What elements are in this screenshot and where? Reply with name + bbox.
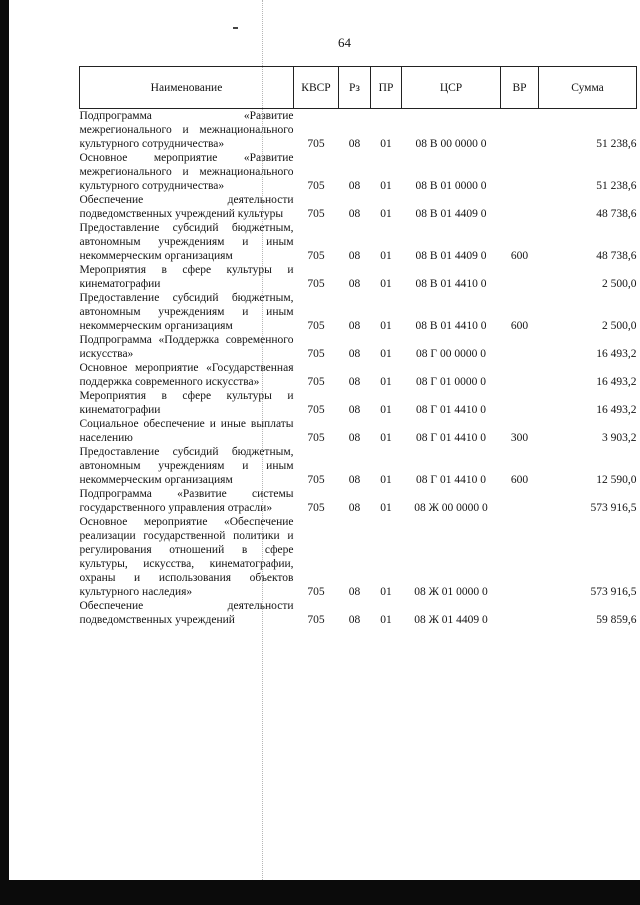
row-sum: 16 493,2 [596,348,637,360]
table-row [80,291,637,333]
row-name: Подпрограмма «Поддержка современного искусства» [79,334,294,360]
row-pr: 01 [380,278,392,290]
row-kvsr: 705 [307,250,325,262]
row-sum: 573 916,5 [590,586,637,598]
row-sum: 2 500,0 [602,320,637,332]
row-rz: 08 [348,320,361,332]
row-kvsr: 705 [307,278,325,290]
row-pr: 01 [380,320,392,332]
scan-edge-left [0,0,9,905]
row-sum: 48 738,6 [596,250,637,262]
row-vr [501,389,539,417]
row-kvsr: 705 [307,138,325,150]
row-vr [501,151,539,193]
row-pr: 01 [380,250,392,262]
row-rz: 08 [348,404,361,416]
row-rz: 08 [348,474,361,486]
row-vr: 600 [510,320,529,332]
row-sum: 48 738,6 [596,208,637,220]
table-row [80,389,637,417]
table-row [80,263,637,291]
table-row [80,109,637,152]
row-pr: 01 [380,586,392,598]
row-pr: 01 [380,138,392,150]
row-name: Социальное обеспечение и иные выплаты населению [79,418,294,444]
row-csr: 08 Ж 01 4409 0 [414,614,488,626]
table-row [80,151,637,193]
row-rz: 08 [348,614,361,626]
row-sum: 16 493,2 [596,404,637,416]
row-vr [501,515,539,599]
row-rz: 08 [348,348,361,360]
row-sum: 3 903,2 [602,432,637,444]
row-pr: 01 [380,348,392,360]
col-header-sum: Сумма [539,67,637,109]
row-name: Предоставление субсидий бюджетным, автономным учреждениям и иным некоммерческим организациям [79,222,294,262]
table-body [80,109,637,628]
row-pr: 01 [380,614,392,626]
row-sum: 573 916,5 [590,502,637,514]
row-sum: 16 493,2 [596,376,637,388]
row-csr: 08 В 00 0000 0 [415,138,487,150]
row-vr [501,361,539,389]
table-row [80,417,637,445]
row-sum: 12 590,0 [596,474,637,486]
row-rz: 08 [348,502,361,514]
row-kvsr: 705 [307,404,325,416]
row-pr: 01 [380,432,392,444]
row-kvsr: 705 [307,180,325,192]
row-kvsr: 705 [307,208,325,220]
row-sum: 51 238,6 [596,180,637,192]
row-rz: 08 [348,208,361,220]
scan-edge-bottom [0,880,640,905]
row-name: Основное мероприятие «Развитие межрегионального и межнационального культурного сотрудничества» [79,152,294,192]
row-name: Предоставление субсидий бюджетным, автономным учреждениям и иным некоммерческим организациям [79,292,294,332]
row-csr: 08 В 01 4409 0 [415,250,487,262]
row-kvsr: 705 [307,376,325,388]
row-sum: 51 238,6 [596,138,637,150]
row-csr: 08 Ж 00 0000 0 [414,502,488,514]
table-row [80,361,637,389]
row-csr: 08 Г 01 4410 0 [416,474,486,486]
row-csr: 08 В 01 4410 0 [415,278,487,290]
row-sum: 59 859,6 [596,614,637,626]
table-row [80,333,637,361]
row-kvsr: 705 [307,614,325,626]
col-header-kvsr: КВСР [294,67,339,109]
row-pr: 01 [380,502,392,514]
table-row [80,515,637,599]
row-kvsr: 705 [307,586,325,598]
table-header [80,67,637,109]
page-number: 64 [338,35,351,50]
row-kvsr: 705 [307,432,325,444]
row-kvsr: 705 [307,474,325,486]
row-vr [501,193,539,221]
row-kvsr: 705 [307,348,325,360]
row-name: Основное мероприятие «Обеспечение реализации государственной политики и регулирования отношений в сфере культуры, искусства, кинематографии, охраны и использования объектов культурного наследия» [79,516,294,598]
row-csr: 08 Г 00 0000 0 [416,348,486,360]
row-pr: 01 [380,474,392,486]
table-row [80,445,637,487]
row-pr: 01 [380,404,392,416]
row-name: Мероприятия в сфере культуры и кинематографии [79,390,294,416]
row-vr [501,599,539,627]
row-vr [501,487,539,515]
table-row [80,487,637,515]
row-rz: 08 [348,376,361,388]
col-header-pr: ПР [371,67,402,109]
row-rz: 08 [348,278,361,290]
row-vr [501,333,539,361]
row-name: Мероприятия в сфере культуры и кинематографии [79,264,294,290]
row-kvsr: 705 [307,502,325,514]
row-name: Предоставление субсидий бюджетным, автономным учреждениям и иным некоммерческим организациям [79,446,294,486]
row-rz: 08 [348,250,361,262]
scan-speck [233,27,238,29]
row-csr: 08 В 01 4409 0 [415,208,487,220]
row-pr: 01 [380,208,392,220]
row-vr: 600 [510,474,529,486]
row-vr [501,263,539,291]
row-rz: 08 [348,586,361,598]
row-kvsr: 705 [307,320,325,332]
row-csr: 08 В 01 4410 0 [415,320,487,332]
row-csr: 08 Г 01 4410 0 [416,432,486,444]
row-csr: 08 Ж 01 0000 0 [414,586,488,598]
row-vr: 300 [510,432,529,444]
col-header-csr: ЦСР [402,67,501,109]
header-row [80,67,637,109]
row-rz: 08 [348,432,361,444]
row-csr: 08 В 01 0000 0 [415,180,487,192]
row-vr: 600 [510,250,529,262]
row-vr [501,109,539,152]
col-header-name: Наименование [80,67,294,109]
row-name: Обеспечение деятельности подведомственных учреждений культуры [79,194,294,220]
row-csr: 08 Г 01 0000 0 [416,376,486,388]
col-header-rz: Рз [339,67,371,109]
row-pr: 01 [380,180,392,192]
table-row [80,193,637,221]
row-pr: 01 [380,376,392,388]
budget-table [79,66,637,627]
row-sum: 2 500,0 [602,278,637,290]
row-name: Основное мероприятие «Государственная поддержка современного искусства» [79,362,294,388]
table-row [80,599,637,627]
table-row [80,221,637,263]
row-rz: 08 [348,138,361,150]
row-csr: 08 Г 01 4410 0 [416,404,486,416]
col-header-vr: ВР [501,67,539,109]
row-name: Подпрограмма «Развитие системы государственного управления отрасли» [79,488,294,514]
row-name: Обеспечение деятельности подведомственных учреждений [79,600,294,626]
row-rz: 08 [348,180,361,192]
row-name: Подпрограмма «Развитие межрегионального и межнационального культурного сотрудничества» [79,110,294,150]
